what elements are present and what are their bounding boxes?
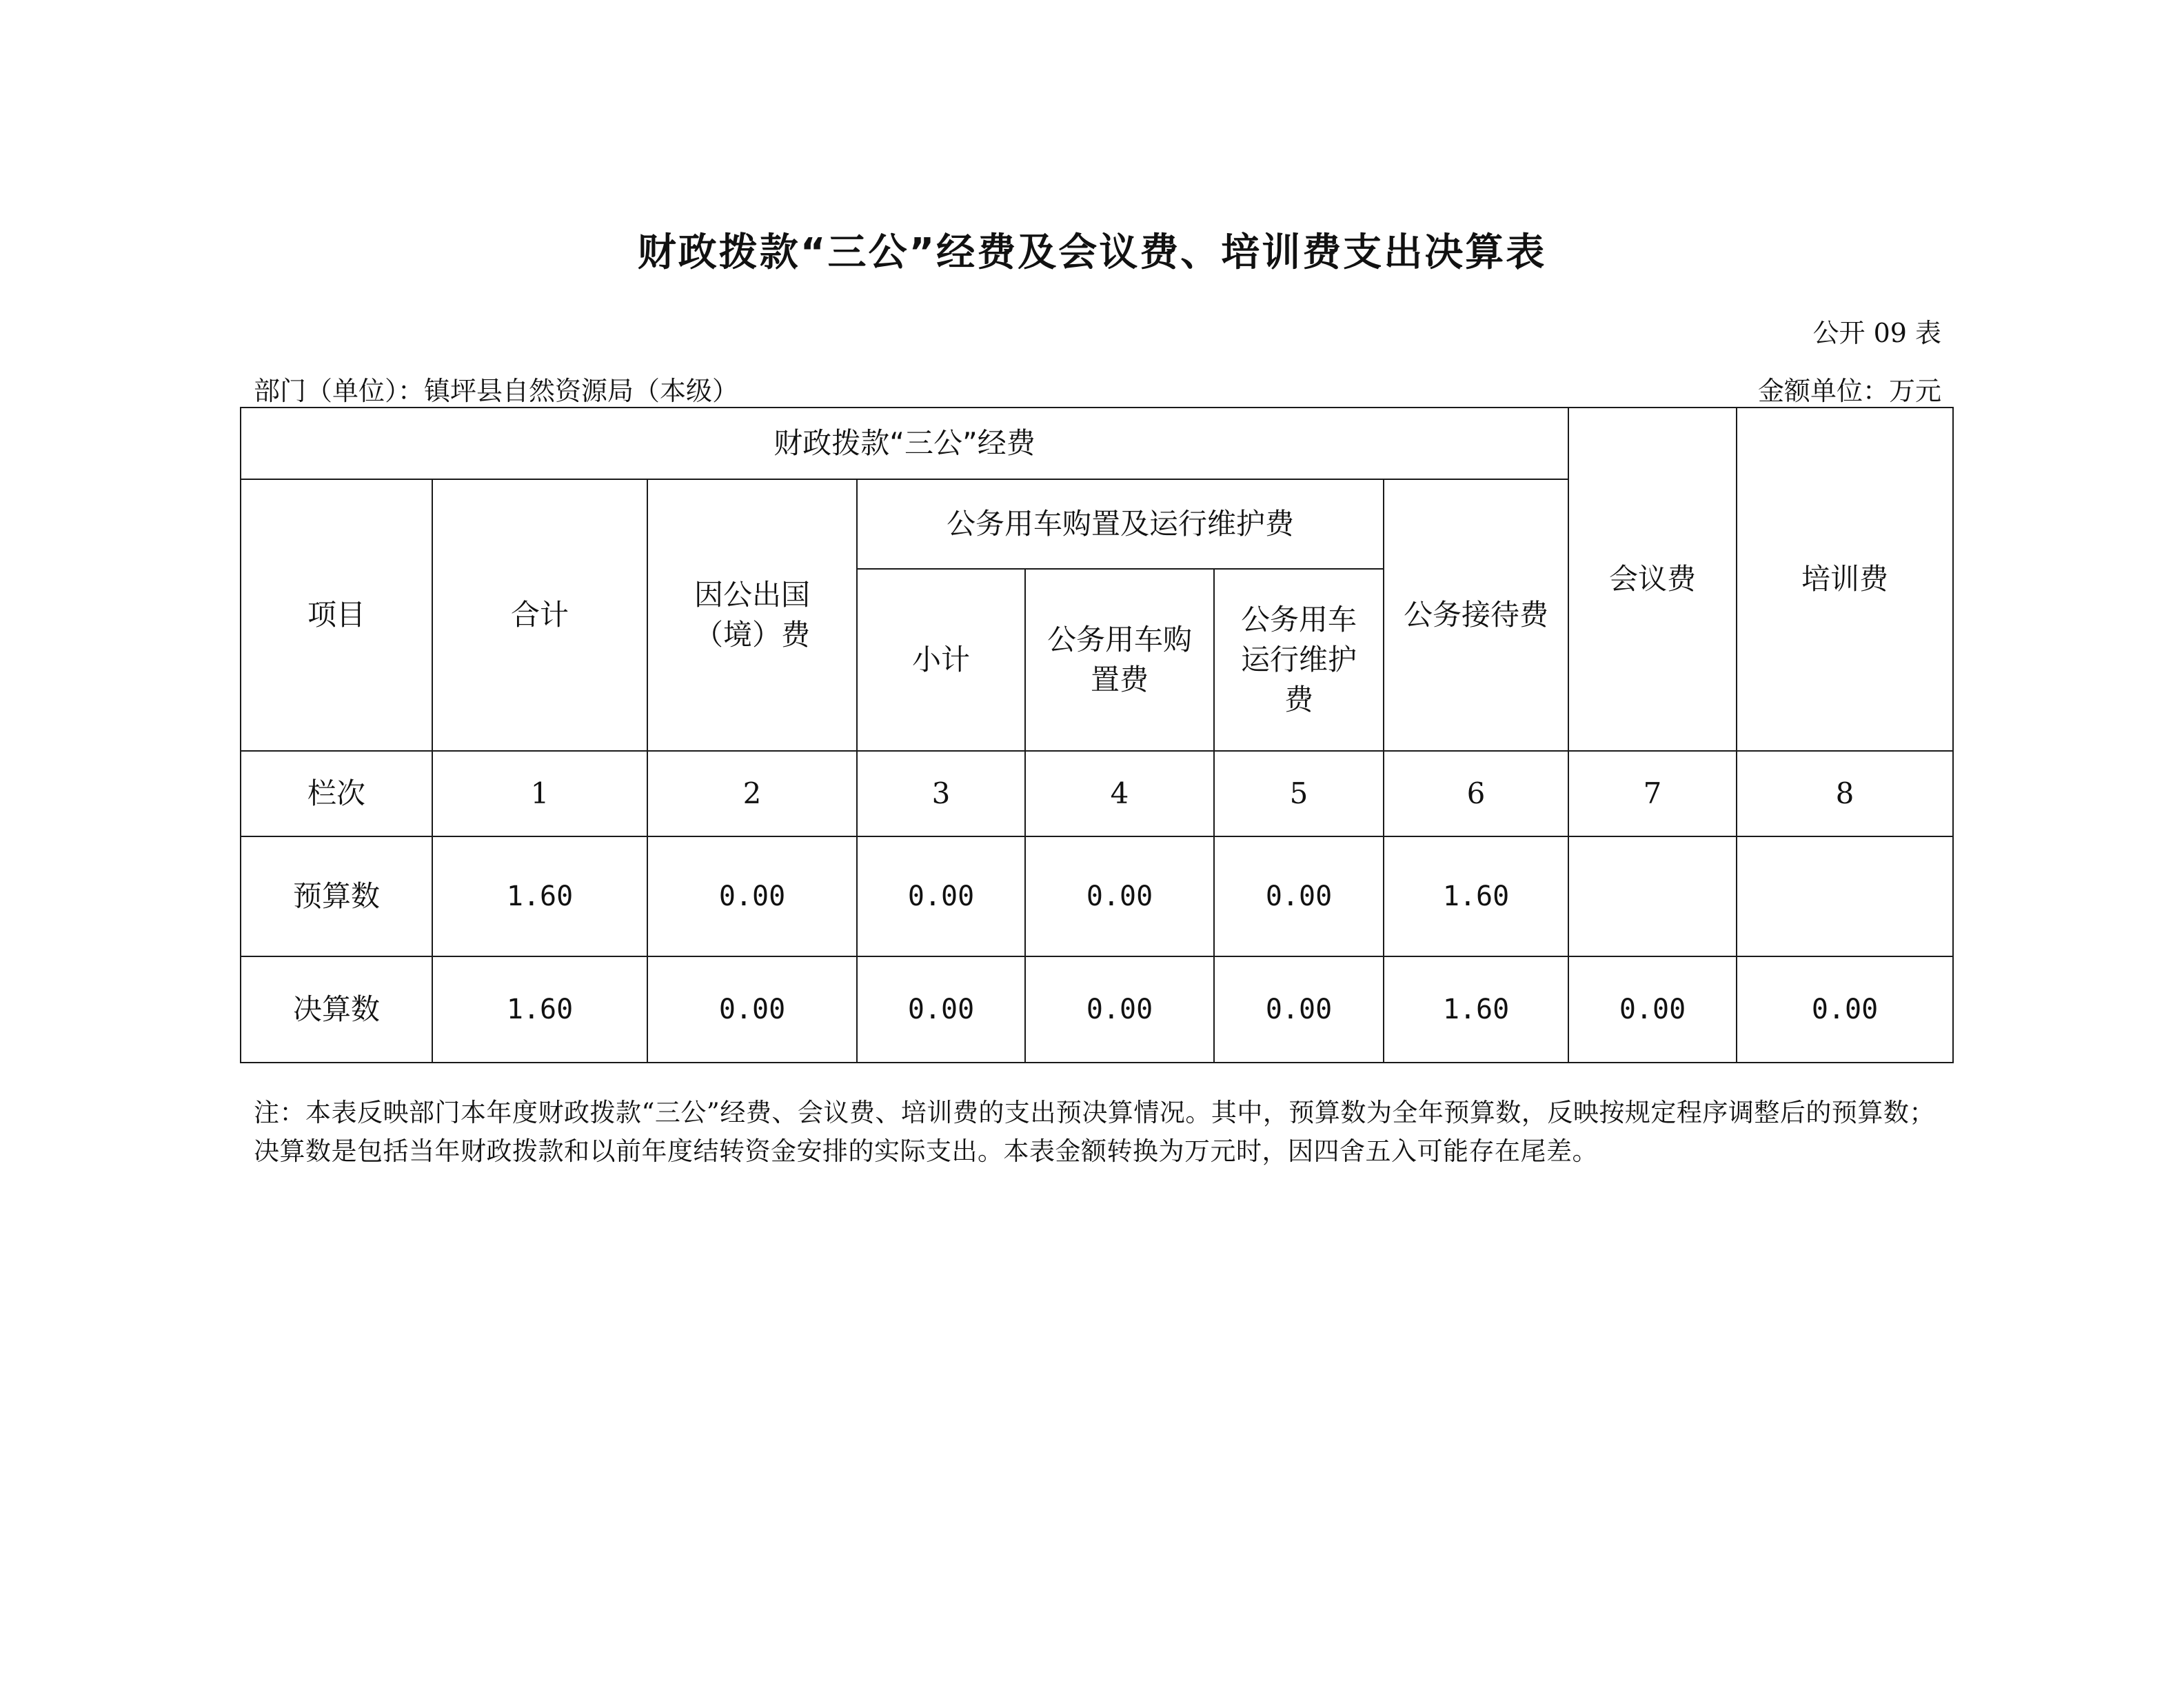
- header-meeting: 会议费: [1568, 408, 1737, 751]
- header-reception: 公务接待费: [1384, 479, 1568, 751]
- amount-unit-label: 金额单位：万元: [1757, 376, 1941, 406]
- table-cell: 0.00: [857, 836, 1025, 956]
- row-label: 预算数: [241, 836, 432, 956]
- row-label: 决算数: [241, 956, 432, 1063]
- table-cell: 0.00: [647, 836, 857, 956]
- column-number: 3: [857, 751, 1025, 836]
- column-number: 2: [647, 751, 857, 836]
- table-cell: 1.60: [432, 956, 647, 1063]
- header-abroad: 因公出国 （境）费: [647, 479, 857, 751]
- column-number: 5: [1214, 751, 1384, 836]
- table-cell: [1568, 836, 1737, 956]
- department-label: 部门（单位）：镇坪县自然资源局（本级）: [254, 376, 739, 406]
- table-row: [241, 956, 1953, 1063]
- form-number: 公开 09 表: [1812, 318, 1941, 348]
- column-number: 8: [1737, 751, 1953, 836]
- table-cell: 0.00: [1214, 836, 1384, 956]
- report-title: 财政拨款“三公”经费及会议费、培训费支出决算表: [637, 230, 1547, 275]
- column-number: 4: [1025, 751, 1214, 836]
- expense-table: [240, 407, 1954, 1063]
- table-cell: 0.00: [1737, 956, 1953, 1063]
- header-vehicle-operation: 公务用车 运行维护 费: [1214, 569, 1384, 751]
- header-sangong-group: 财政拨款“三公”经费: [241, 408, 1568, 479]
- table-cell: 1.60: [432, 836, 647, 956]
- table-cell: 0.00: [1025, 956, 1214, 1063]
- header-vehicle-purchase: 公务用车购 置费: [1025, 569, 1214, 751]
- header-item: 项目: [241, 479, 432, 751]
- table-cell: 0.00: [1214, 956, 1384, 1063]
- table-cell: 0.00: [1568, 956, 1737, 1063]
- table-cell: 0.00: [647, 956, 857, 1063]
- table-cell: 1.60: [1384, 836, 1568, 956]
- header-total: 合计: [432, 479, 647, 751]
- table-cell: 0.00: [1025, 836, 1214, 956]
- column-number: 6: [1384, 751, 1568, 836]
- row-label: 栏次: [241, 751, 432, 836]
- table-row: [241, 836, 1953, 956]
- footnote: 注：本表反映部门本年度财政拨款“三公”经费、会议费、培训费的支出预决算情况。其中，预算数为全年预算数，反映按规定程序调整后的预算数；决算数是包括当年财政拨款和以前年度结转资金安排的实际支出。本表金额转换为万元时，因四舍五入可能存在尾差。: [254, 1098, 1935, 1166]
- header-subtotal: 小计: [857, 569, 1025, 751]
- table-cell: 1.60: [1384, 956, 1568, 1063]
- table-cell: 0.00: [857, 956, 1025, 1063]
- column-number: 1: [432, 751, 647, 836]
- table-cell: [1737, 836, 1953, 956]
- column-number: 7: [1568, 751, 1737, 836]
- column-number-row: [241, 751, 1953, 836]
- header-vehicle-group: 公务用车购置及运行维护费: [857, 479, 1384, 569]
- header-training: 培训费: [1737, 408, 1953, 751]
